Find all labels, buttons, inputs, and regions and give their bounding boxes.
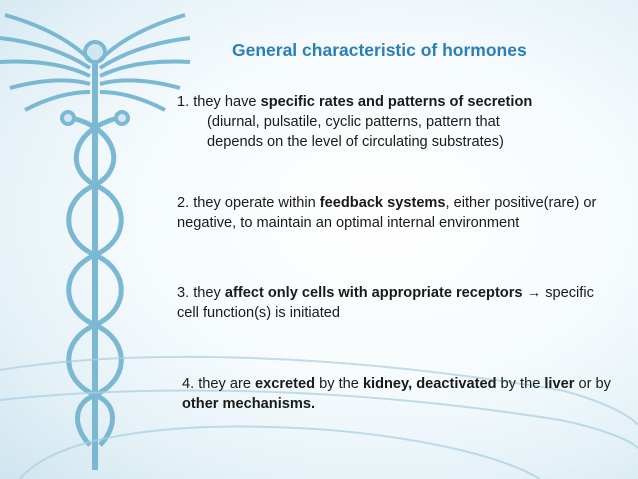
point-4-mid-2: by the (496, 376, 545, 392)
point-1-line-2: (diurnal, pulsatile, cyclic patterns, pattern that (207, 114, 500, 130)
point-4-bold-4: other mechanisms. (182, 396, 316, 412)
point-4-mid-1: by the (315, 376, 363, 392)
point-2-bold: feedback systems (319, 195, 446, 211)
point-4-bold-2: kidney, deactivated (362, 376, 497, 392)
point-2-prefix: 2. they operate within (177, 195, 320, 211)
slide-title: General characteristic of hormones (232, 40, 527, 60)
point-1-prefix: 1. they have (177, 94, 261, 110)
point-3 (177, 283, 597, 323)
point-3-bold: affect only cells with appropriate receptors (224, 285, 523, 301)
point-1-bold: specific rates and patterns of secretion (260, 94, 533, 110)
point-4-bold-3: liver (544, 376, 575, 392)
point-2 (177, 193, 597, 233)
point-1 (177, 92, 632, 152)
point-2-rest: , either positive(rare) or negative, to maintain an optimal internal environment (177, 195, 597, 231)
arrow-icon: → (522, 285, 546, 301)
point-3-rest: specific cell function(s) is initiated (177, 285, 594, 321)
point-4-prefix: 4. they are (182, 376, 256, 392)
point-1-line-3: depends on the level of circulating substrates) (207, 134, 504, 150)
point-4 (182, 374, 622, 414)
point-3-prefix: 3. they (177, 285, 225, 301)
point-4-bold-1: excreted (255, 376, 316, 392)
point-4-mid-3: or by (574, 376, 611, 392)
